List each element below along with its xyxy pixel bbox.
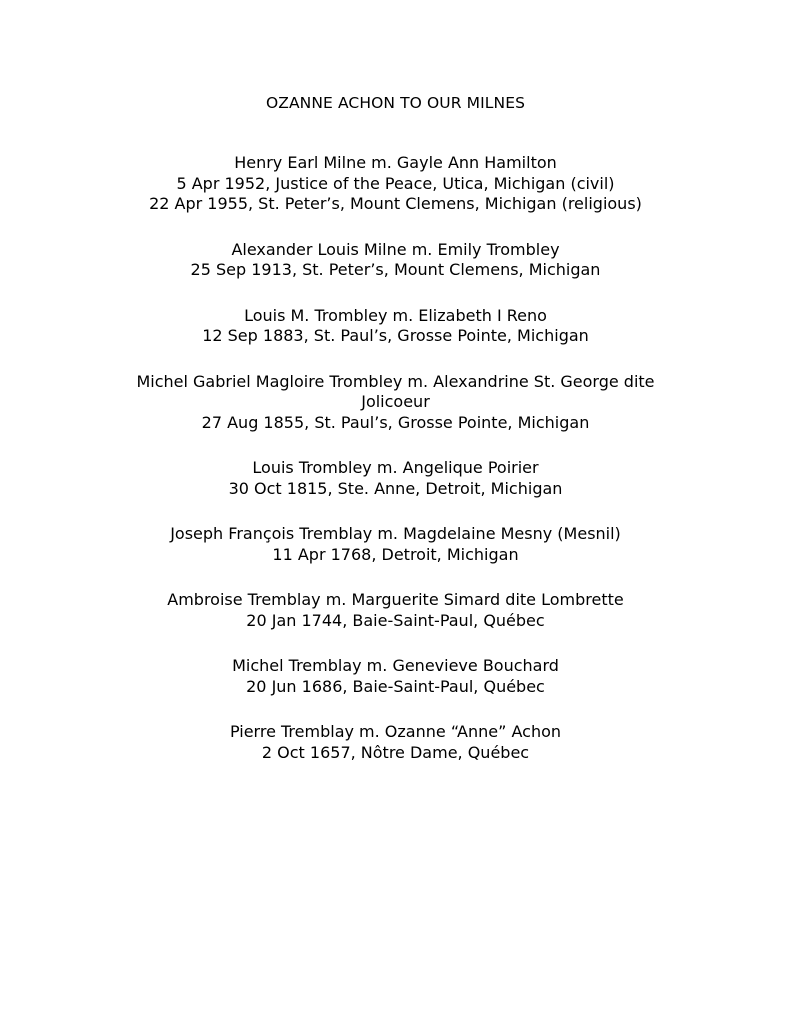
marriage-details: 27 Aug 1855, St. Paul’s, Grosse Pointe, Michigan [201, 412, 590, 432]
marriage-details: 20 Jun 1686, Baie-Saint-Paul, Québec [246, 676, 545, 696]
couple-names: Alexander Louis Milne m. Emily Trombley [231, 239, 560, 259]
couple-names: Michel Gabriel Magloire Trombley m. Alexandrine St. George dite [136, 371, 655, 391]
marriage-details: 30 Oct 1815, Ste. Anne, Detroit, Michigan [228, 478, 563, 498]
couple-names: Michel Tremblay m. Genevieve Bouchard [232, 656, 559, 675]
marriage-details: 2 Oct 1657, Nôtre Dame, Québec [261, 742, 530, 762]
marriage-list [0, 153, 791, 788]
document-title: OZANNE ACHON TO OUR MILNES [265, 94, 526, 112]
marriage-entry [116, 590, 676, 631]
marriage-entry [116, 306, 676, 347]
marriage-entry [116, 240, 676, 281]
marriage-details: 20 Jan 1744, Baie-Saint-Paul, Québec [246, 610, 545, 630]
marriage-details: 25 Sep 1913, St. Peter’s, Mount Clemens, Michigan [190, 260, 601, 279]
marriage-entry [116, 656, 676, 697]
couple-names: Ambroise Tremblay m. Marguerite Simard dite Lombrette [167, 590, 624, 609]
marriage-details: 11 Apr 1768, Detroit, Michigan [272, 544, 519, 564]
couple-names: Henry Earl Milne m. Gayle Ann Hamilton [234, 153, 557, 172]
marriage-details: 5 Apr 1952, Justice of the Peace, Utica, Michigan (civil) [176, 173, 615, 193]
couple-names: Louis M. Trombley m. Elizabeth I Reno [244, 305, 547, 325]
marriage-entry [116, 153, 676, 215]
marriage-entry [116, 722, 676, 763]
marriage-details: 12 Sep 1883, St. Paul’s, Grosse Pointe, Michigan [202, 326, 589, 345]
couple-names: Pierre Tremblay m. Ozanne “Anne” Achon [229, 722, 562, 741]
marriage-entry [116, 372, 676, 434]
marriage-entry [116, 524, 676, 565]
couple-names: Louis Trombley m. Angelique Poirier [252, 458, 539, 477]
marriage-details: 22 Apr 1955, St. Peter’s, Mount Clemens, Michigan (religious) [149, 194, 642, 213]
marriage-entry [116, 458, 676, 499]
couple-names-continued: Jolicoeur [361, 392, 430, 411]
couple-names: Joseph François Tremblay m. Magdelaine Mesny (Mesnil) [170, 524, 621, 543]
